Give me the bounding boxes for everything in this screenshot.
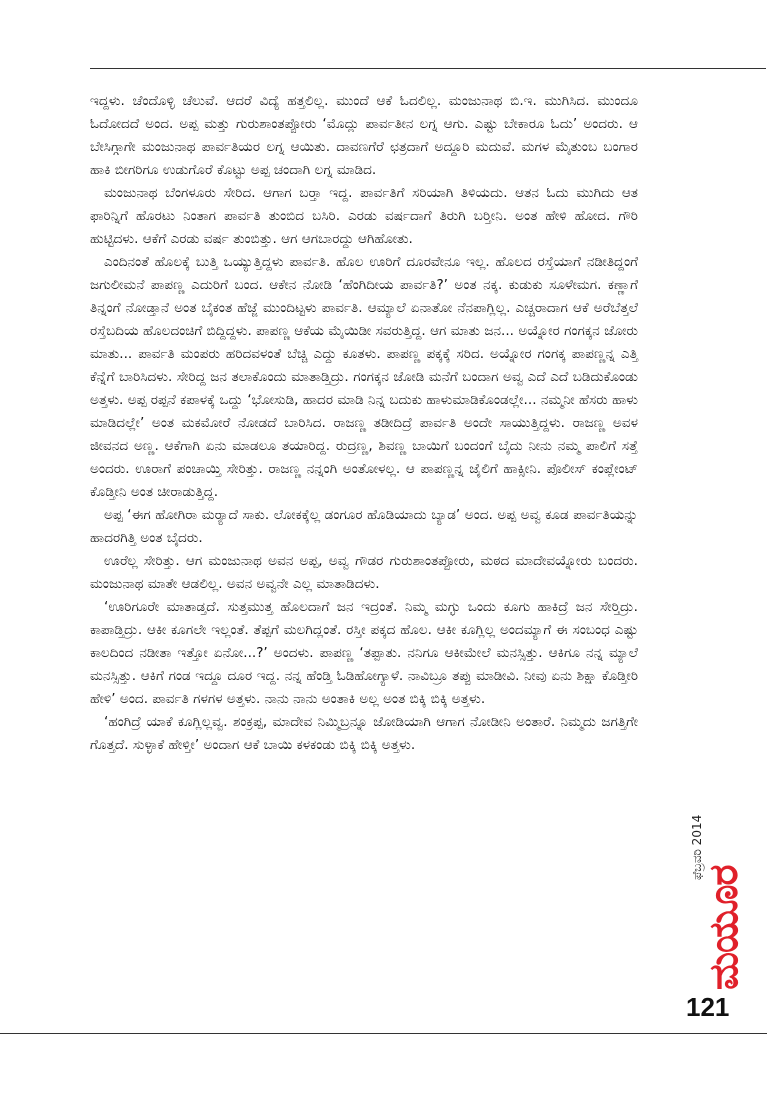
article-body: [90, 90, 638, 757]
magazine-masthead: ಮಯೂರ: [701, 865, 747, 990]
paragraph-2: ಮಂಜುನಾಥ ಬೆಂಗಳೂರು ಸೇರಿದ. ಆಗಾಗ ಬರ್‍ತಾ ಇದ್ದ. ಪಾರ್ವತಿಗೆ ಸರಿಯಾಗಿ ತಿಳಿಯದು. ಆತನ ಓದು ಮುಗಿದು ಆತ ಫಾರಿನ್ನಿಗೆ ಹೊರಟು ನಿಂತಾಗ ಪಾರ್ವತಿ ತುಂಬಿದ ಬಸಿರಿ. ಎರಡು ವರ್ಷದಾಗೆ ತಿರುಗಿ ಬರ್‍ತೀನಿ. ಅಂತ ಹೇಳಿ ಹೋದ. ಗೌರಿ ಹುಟ್ಟಿದಳು. ಆಕೆಗೆ ಎರಡು ವರ್ಷ ತುಂಬಿತ್ತು. ಆಗ ಆಗಬಾರದ್ದು ಆಗಿಹೋತು.: [90, 185, 638, 247]
paragraph-6: ‘ಊರಿಗೂರೇ ಮಾತಾಡ್ತದೆ. ಸುತ್ತಮುತ್ತ ಹೊಲದಾಗೆ ಜನ ಇದ್ರಂತೆ. ನಿಮ್ಮ ಮಗ್ಳು ಒಂದು ಕೂಗು ಹಾಕಿದ್ರೆ ಜನ ಸೇರ್‍ತಿದ್ರು. ಕಾಪಾಡ್ತಿದ್ರು. ಆಕೀ ಕೂಗಲೇ ಇಲ್ಲಂತೆ. ತೆಪ್ಪಗೆ ಮಲಗಿದ್ಲಂತೆ. ರಸ್ತೀ ಪಕ್ಕದ ಹೊಲ. ಆಕೀ ಕೂಗ್ಲಿಲ್ಲ ಅಂದಮ್ಯಾಗೆ ಈ ಸಂಬಂಧ ಎಷ್ಟು ಕಾಲದಿಂದ ನಡೀತಾ ಇತ್ತೋ ಏನೋ...?’ ಅಂದಳು. ಪಾಪಣ್ಣ ‘ತಪ್ಪಾತು. ನನಿಗೂ ಆಕೀಮೇಲೆ ಮನಸ್ಸಿತ್ತು. ಆಕಿಗೂ ನನ್ನ ಮ್ಯಾಲೆ ಮನಸ್ಸಿತ್ತು. ಆಕಿಗೆ ಗಂಡ ಇದ್ದೂ ದೂರ ಇದ್ದ. ನನ್ನ ಹೆಂಡ್ತಿ ಓಡಿಹೋಗ್ಯಾಳೆ. ನಾವಿಬ್ರೂ ತಪ್ಪು ಮಾಡೀವಿ. ನೀವು ಏನು ಶಿಕ್ಷಾ ಕೊಡ್ತೀರಿ ಹೇಳಿ’ ಅಂದ. ಪಾರ್ವತಿ ಗಳಗಳ ಅತ್ತಳು. ನಾನು ನಾನು ಅಂತಾಕಿ ಅಲ್ಲ ಅಂತ ಬಿಕ್ಕಿ ಬಿಕ್ಕಿ ಅತ್ತಳು.: [90, 599, 638, 707]
paragraph-1: ಇದ್ದಳು. ಚೆಂದೊಳ್ಳಿ ಚೆಲುವೆ. ಆದರೆ ವಿದ್ಯೆ ಹತ್ತಲಿಲ್ಲ. ಮುಂದೆ ಆಕೆ ಓದಲಿಲ್ಲ. ಮಂಜುನಾಥ ಬಿ.ಇ. ಮುಗಿಸಿದ. ಮುಂದೂ ಓದೋದದೆ ಅಂದ. ಅಪ್ಪ ಮತ್ತು ಗುರುಶಾಂತಪ್ಪೋರು ‘ಮೊದ್ಲು ಪಾರ್ವತೀನ ಲಗ್ನ ಆಗು. ಎಷ್ಟು ಬೇಕಾರೂ ಓದು’ ಅಂದರು. ಆ ಬೇಸಿಗ್ಗಾಗೇ ಮಂಜುನಾಥ ಪಾರ್ವತಿಯರ ಲಗ್ನ ಆಯಿತು. ದಾವಣಗೆರೆ ಛತ್ರದಾಗೆ ಅದ್ದೂರಿ ಮದುವೆ. ಮಗಳ ಮೈತುಂಬ ಬಂಗಾರ ಹಾಕಿ ಬೀಗರಿಗೂ ಉಡುಗೊರೆ ಕೊಟ್ಟು ಅಪ್ಪ ಚಂದಾಗಿ ಲಗ್ನ ಮಾಡಿದ.: [90, 93, 638, 178]
paragraph-3: ಎಂದಿನಂತೆ ಹೊಲಕ್ಕೆ ಬುತ್ತಿ ಒಯ್ಯುತ್ತಿದ್ದಳು ಪಾರ್ವತಿ. ಹೊಲ ಊರಿಗೆ ದೂರವೇನೂ ಇಲ್ಲ. ಹೊಲದ ರಸ್ತೆಯಾಗೆ ನಡೀತಿದ್ದಂಗೆ ಜಗುಲೀಮನೆ ಪಾಪಣ್ಣ ಎದುರಿಗೆ ಬಂದ. ಆಕೇನ ನೋಡಿ ‘ಹೆಂಗಿದೀಯ ಪಾರ್ವತಿ?’ ಅಂತ ನಕ್ಕ. ಕುಡುಕು ಸೂಳೇಮಗ. ಕಣ್ಣಾಗೆ ತಿನ್ನಂಗೆ ನೋಡ್ತಾನೆ ಅಂತ ಬೈಕಂತ ಹೆಜ್ಜೆ ಮುಂದಿಟ್ಟಳು ಪಾರ್ವತಿ. ಆಮ್ಯಾಲೆ ಏನಾತೋ ನೆನಪಾಗ್ಲಿಲ್ಲ. ಎಚ್ಚರಾದಾಗ ಆಕೆ ಅರೆಬೆತ್ತಲೆ ರಸ್ತೆಬದಿಯ ಹೊಲದಂಚಿಗೆ ಬಿದ್ದಿದ್ದಳು. ಪಾಪಣ್ಣ ಆಕೆಯ ಮೈಯಿಡೀ ಸವರುತ್ತಿದ್ದ. ಆಗ ಮಾತು ಜನ... ಅಯ್ನೋರ ಗಂಗಕ್ಕನ ಜೋರು ಮಾತು... ಪಾರ್ವತಿ ಮಂಪರು ಹರಿದವಳಂತೆ ಬೆಚ್ಚಿ ಎದ್ದು ಕೂತಳು. ಪಾಪಣ್ಣ ಪಕ್ಕಕ್ಕೆ ಸರಿದ. ಅಯ್ನೋರ ಗಂಗಕ್ಕ ಪಾಪಣ್ಣನ್ನ ಎತ್ತಿ ಕೆನ್ನೆಗೆ ಬಾರಿಸಿದಳು. ಸೇರಿದ್ದ ಜನ ತಲಾಕೊಂದು ಮಾತಾಡ್ತಿದ್ರು. ಗಂಗಕ್ಕನ ಜೋಡಿ ಮನೆಗೆ ಬಂದಾಗ ಅವ್ವ ಎದೆ ಎದೆ ಬಡಿದುಕೊಂಡು ಅತ್ತಳು. ಅಪ್ಪ ರಪ್ಪನೆ ಕಪಾಳಕ್ಕೆ ಒದ್ದು ‘ಭೋಸುಡಿ, ಹಾದರ ಮಾಡಿ ನಿನ್ನ ಬದುಕು ಹಾಳುಮಾಡಿಕೊಂಡಲ್ಲೇ... ನಮ್ಮನೀ ಹೆಸರು ಹಾಳು ಮಾಡಿದಲ್ಲೇ’ ಅಂತ ಮಕಮೋರೆ ನೋಡದೆ ಬಾರಿಸಿದ. ರಾಜಣ್ಣ ತಡೀದಿದ್ರೆ ಪಾರ್ವತಿ ಅಂದೇ ಸಾಯುತ್ತಿದ್ದಳು. ರಾಜಣ್ಣ ಅವಳ ಜೀವನದ ಅಣ್ಣ. ಆಕೆಗಾಗಿ ಏನು ಮಾಡಲೂ ತಯಾರಿದ್ದ. ರುದ್ರಣ್ಣ, ಶಿವಣ್ಣ ಬಾಯಿಗೆ ಬಂದಂಗೆ ಬೈದು ನೀನು ನಮ್ಮ ಪಾಲಿಗೆ ಸತ್ತೆ ಅಂದರು. ಊರಾಗೆ ಪಂಚಾಯ್ತಿ ಸೇರಿತ್ತು. ರಾಜಣ್ಣ ನನ್ನಂಗಿ ಅಂತೋಳಲ್ಲ. ಆ ಪಾಪಣ್ಣನ್ನ ಜೈಲಿಗೆ ಹಾಕ್ಸೀನಿ. ಪೊಲೀಸ್ ಕಂಪ್ಲೇಂಟ್ ಕೊಡ್ತೀನಿ ಅಂತ ಚೀರಾಡುತ್ತಿದ್ದ.: [90, 254, 638, 500]
paragraph-7: ‘ಹಂಗಿದ್ರೆ ಯಾಕೆ ಕೂಗ್ಲಿಲ್ಲವ್ವ. ಶಂಕ್ರಪ್ಪ, ಮಾದೇವ ನಿಮ್ಮಿಬ್ರನ್ನೂ ಜೋಡಿಯಾಗಿ ಆಗಾಗ ನೋಡೀನಿ ಅಂತಾರೆ. ನಿಮ್ಮದು ಜಗತ್ತಿಗೇ ಗೊತ್ತದೆ. ಸುಳ್ಳಾಕೆ ಹೇಳ್ತೀ’ ಅಂದಾಗ ಆಕೆ ಬಾಯಿ ಕಳಕಂಡು ಬಿಕ್ಕಿ ಬಿಕ್ಕಿ ಅತ್ತಳು.: [90, 714, 638, 753]
top-rule: [90, 68, 766, 69]
paragraph-4: ಅಪ್ಪ ‘ಈಗ ಹೋಗಿರಾ ಮರ್‍ಯಾದೆ ಸಾಕು. ಲೋಕಕ್ಕೆಲ್ಲ ಡಂಗೂರ ಹೊಡಿಯಾದು ಬ್ಯಾಡ’ ಅಂದ. ಅಪ್ಪ ಅವ್ವ ಕೂಡ ಪಾರ್ವತಿಯನ್ನು ಹಾದರಗಿತ್ತಿ ಅಂತ ಬೈದರು.: [90, 507, 638, 546]
bottom-rule: [0, 1033, 767, 1034]
paragraph-5: ಊರೆಲ್ಲ ಸೇರಿತ್ತು. ಆಗ ಮಂಜುನಾಥ ಅವನ ಅಪ್ಪ, ಅವ್ವ ಗೌಡರ ಗುರುಶಾಂತಪ್ಪೋರು, ಮಠದ ಮಾದೇವಯ್ನೋರು ಬಂದರು. ಮಂಜುನಾಥ ಮಾತೇ ಆಡಲಿಲ್ಲ. ಅವನ ಅವ್ವನೇ ಎಲ್ಲ ಮಾತಾಡಿದಳು.: [90, 553, 638, 592]
issue-date: ಫೆಬ್ರವರಿ 2014: [690, 814, 704, 880]
page-number: 121: [686, 992, 730, 1022]
